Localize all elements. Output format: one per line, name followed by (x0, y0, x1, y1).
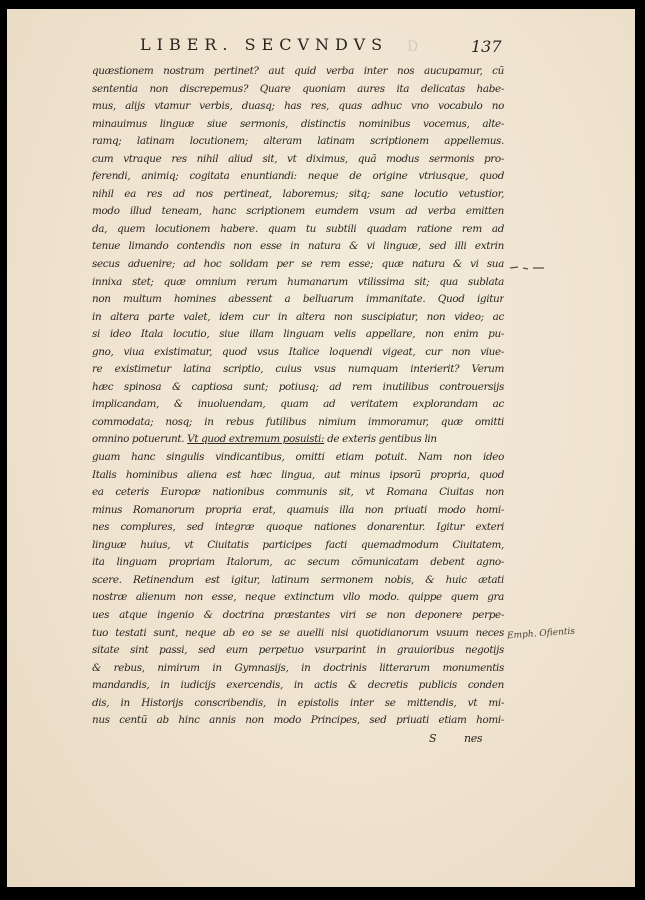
body-line: ues atque ingenio & doctrina præstantes viri se non deponere perpe- (92, 608, 504, 621)
body-line: nihil ea res ad nos pertineat, laboremus; sitq; sane locutio vetustior, (92, 187, 504, 200)
body-line: quæstionem nostram pertinet? aut quid verba inter nos aucupamur, cũ (92, 65, 504, 77)
body-line: re existimetur latina scriptio, cuius vsus numquam interierit? Verum (92, 363, 504, 376)
body-line-end: de exteris gentibus lin (324, 433, 437, 446)
body-line: linguæ huius, vt Ciuitatis participes facti quemadmodum Ciuitatem, (92, 538, 504, 551)
body-line: Italis hominibus aliena est hæc lingua, aut minus ipsorũ propria, quod (92, 468, 504, 481)
body-line: sitate sint passi, sed eum perpetuo vsurparint in grauioribus negotijs (92, 644, 504, 657)
body-line: modo illud teneam, hanc scriptionem eumdem vsum ad verba emitten (92, 205, 504, 218)
body-line: tuo testati sunt, neque ab eo se se auelli nisi quotidianorum vsuum neces (92, 626, 504, 639)
catchword: nes (464, 731, 483, 745)
body-line: da, quem locutionem habere. quam tu subtili quadam ratione rem ad (92, 222, 504, 235)
body-line: in altera parte valet, idem cur in altera non suscipiatur, non video; ac (92, 310, 504, 323)
page-sheet (7, 9, 635, 887)
body-line: non multum homines abessent a belluarum immanitate. Quod igitur (92, 293, 504, 306)
bleed-through-text: D (407, 39, 424, 55)
body-line: & rebus, nimirum in Gymnasijs, in doctrinis litterarum monumentis (92, 661, 504, 674)
body-line: nes complures, sed integræ quoque nationes donarentur. Igitur exteri (92, 521, 504, 534)
body-line: si ideo Itala locutio, siue illam linguam velis appellare, non enim pu- (92, 328, 504, 341)
signature-mark: S (429, 731, 437, 745)
body-text (92, 63, 504, 747)
body-line: gno, viua existimatur, quod vsus Italice loquendi vigeat, cur non viue- (92, 345, 504, 358)
body-line: minauimus linguæ siue sermonis, distinctis nominibus vocemus, alte- (92, 117, 504, 130)
body-line: tenue limando contendis non esse in natura & vi linguæ, sed illi extrin (92, 240, 504, 253)
body-line: ramq; latinam locutionem; alteram latinam scriptionem appellemus. (92, 135, 504, 148)
body-line: guam hanc singulis vindicantibus, omitti etiam potuit. Nam non ideo (92, 451, 504, 464)
body-line: ea ceteris Europæ nationibus communis sit, vt Romana Ciuitas non (92, 486, 504, 499)
page-number: 137 (471, 37, 502, 56)
body-line: nus centũ ab hinc annis non modo Principes, sed priuati etiam homi- (92, 714, 504, 727)
body-line: cum vtraque res nihil aliud sit, vt diximus, quã modus sermonis pro- (92, 152, 504, 165)
body-line: sententia non discrepemus? Quare quoniam aures ita delicatas habe- (92, 82, 504, 95)
footer-row (92, 730, 504, 748)
body-line: innixa stet; quæ omnium rerum humanarum vtilissima sit; qua sublata (92, 275, 504, 288)
body-line: mandandis, in iudicijs exercendis, in actis & decretis publicis conden (92, 679, 504, 692)
body-line: scere. Retinendum est igitur, latinum sermonem nobis, & huic ætati (92, 573, 504, 586)
body-line: mus, alijs vtamur verbis, duasq; has res, quas adhuc vno vocabulo no (92, 100, 504, 113)
body-line: ita linguam propriam Italorum, ac secum cõmunicatam debent agno- (92, 556, 504, 569)
underlined-phrase: Vt quod extremum posuisti: (187, 433, 325, 446)
body-line: nostræ alienum non esse, neque extinctum vllo modo. quippe quem gra (92, 591, 504, 604)
body-line-with-underline (92, 431, 504, 449)
marginal-annotation: Emph. Ofientis (506, 626, 576, 642)
body-line: minus Romanorum propria erat, quamuis illa non priuati modo homi- (92, 503, 504, 516)
body-line: dis, in Historijs conscribendis, in epistolis inter se mittendis, vt mi- (92, 696, 504, 709)
margin-ink-mark (509, 264, 545, 272)
body-line: hæc spinosa & captiosa sunt; potiusq; ad rem inutilibus controuersijs (92, 380, 504, 393)
body-line: implicandam, & inuoluendam, quam ad veritatem explorandam ac (92, 398, 504, 411)
body-line-start: omnino potuerunt. (92, 433, 185, 446)
body-line: ferendi, animiq; cogitata enuntiandi: neque de origine vtriusque, quod (92, 170, 504, 183)
body-line: secus aduenire; ad hoc solidam per se rem esse; quæ natura & vi sua (92, 258, 504, 271)
body-line: commodata; nosq; in rebus futilibus nimium immoramur, quæ omitti (92, 415, 504, 428)
running-title: LIBER. SECVNDVS (140, 35, 389, 54)
